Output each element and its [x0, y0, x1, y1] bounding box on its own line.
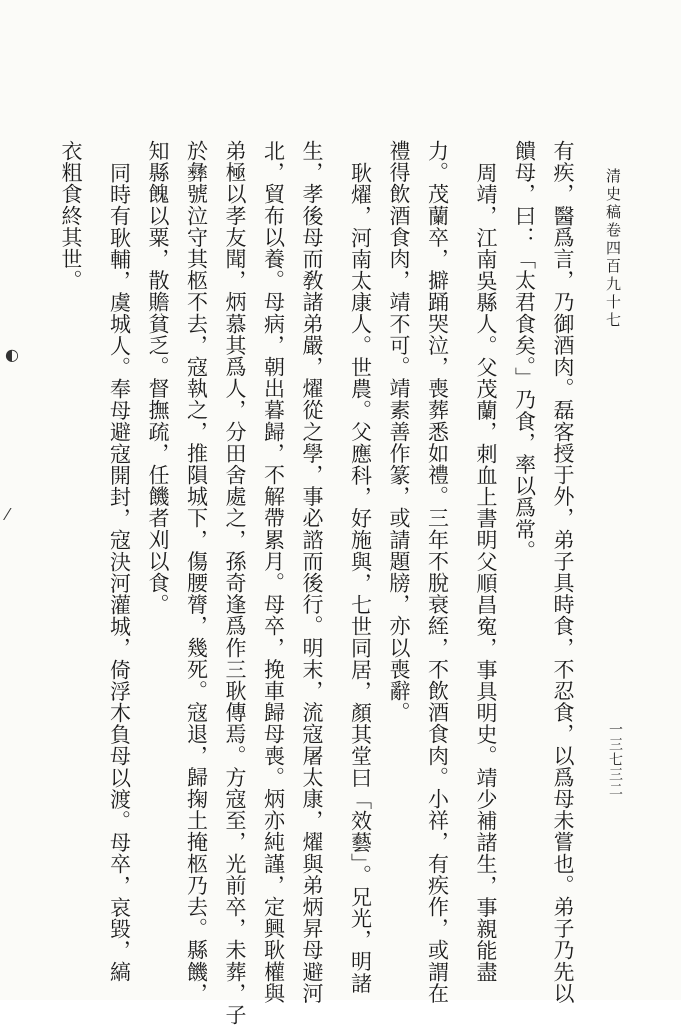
text-column: 禮得飲酒食肉，靖不可。靖素善作篆，或請題牓，亦以喪辭。 [387, 140, 411, 724]
page-number: 一三七三二 [607, 722, 623, 797]
margin-ink-mark: ⁄ [6, 505, 9, 524]
text-column: 生，孝後母而敎諸弟嚴，燿從之學，事必諮而後行。明末，流寇屠太康，燿與弟炳昇母避河 [300, 140, 324, 1004]
text-column: 於彝號泣守其柩不去，寇執之，推隕城下，傷腰膂，幾死。寇退，歸掬土掩柩乃去。縣饑， [184, 140, 209, 1004]
margin-ink-mark: ◐ [5, 345, 19, 364]
text-column: 弟極以孝友聞，炳慕其爲人，分田舍處之，孫奇逢爲作三耿傳焉。方寇至，光前卒，未葬，子 [223, 140, 247, 1026]
text-column: 北，貿布以養。母病，朝出暮歸，不解帶累月。母卒，挽車歸母喪。炳亦純謹，定興耿權與 [261, 140, 286, 1004]
body-text [59, 140, 582, 1026]
text-column: 耿燿，河南太康人。世農。父應科，好施與，七世同居，顏其堂曰「效藝」。兄光，明諸 [348, 162, 373, 994]
text-column: 知縣餽以粟，散贍貧乏。督撫疏，任饑者刈以食。 [146, 140, 170, 616]
text-column: 同時有耿輔，虞城人。奉母避寇開封，寇決河灌城，倚浮木負母以渡。母卒，哀毀，縞 [107, 162, 132, 983]
text-column: 周靖，江南吳縣人。父茂蘭，刺血上書明父順昌寃，事具明史。靖少補諸生，事親能盡 [474, 162, 498, 983]
text-column: 衣粗食終其世。 [59, 140, 83, 292]
text-column: 力。茂蘭卒，擗踊哭泣，喪葬悉如禮。三年不脫衰絰，不飲酒食肉。小祥，有疾作，或謂在 [425, 140, 450, 1004]
text-column: 饋母，曰：「太君食矣。」乃食，率以爲常。 [512, 140, 537, 562]
text-column: 有疾，醫爲言，乃御酒肉。磊客授于外，弟子具時食，不忍食，以爲母未嘗也。弟子乃先以 [551, 140, 575, 1004]
running-head: 清史稿卷四百九十七 [604, 168, 622, 330]
